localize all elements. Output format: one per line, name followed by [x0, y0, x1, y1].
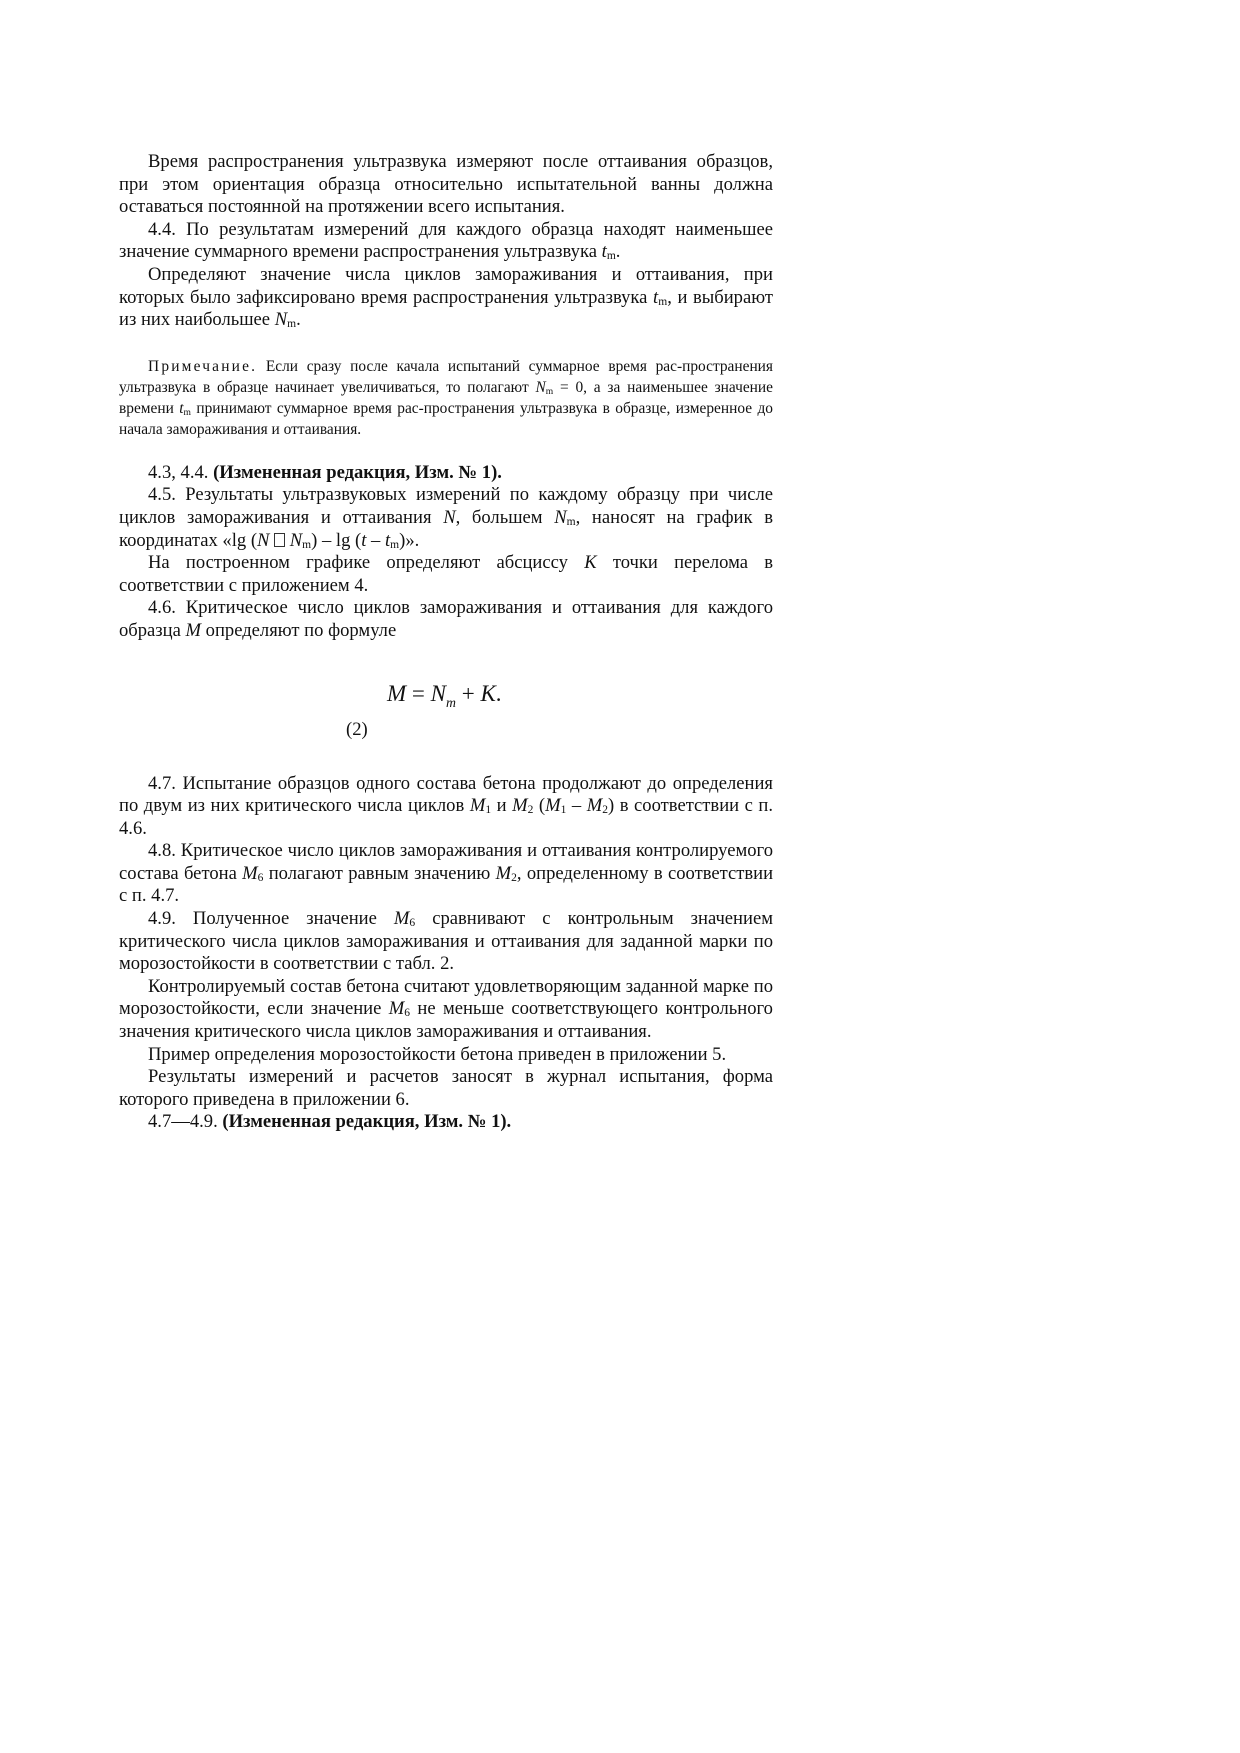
paragraph-graph: На построенном графике определяют абсциссу K точки перелома в соответствии с приложением 4. [119, 552, 773, 596]
paragraph-4-9: 4.9. Полученное значение $M_6$ сравнивают с контрольным значением критического числа циклов замораживания и оттаивания для заданной марки по морозостойкости в соответствии с табл. 2. [119, 908, 773, 975]
paragraph-ultrasound-time: Время распространения ультразвука измеряют после оттаивания образцов, при этом ориентация образца относительно испытательной ванны должна оставаться постоянной на протяжении всего испытания. [119, 151, 773, 218]
paragraph-determine-cycles: Определяют значение числа циклов замораживания и оттаивания, при которых было зафиксировано время распространения ультразвука $t_m$, и выбирают из них наибольшее $N_m$. [119, 263, 773, 331]
paragraph-results: Результаты измерений и расчетов заносят в журнал испытания, форма которого приведена в приложении 6. [119, 1066, 773, 1110]
document-page [119, 151, 773, 1134]
unknown-glyph [274, 533, 285, 547]
note-block: Примечание. Если сразу после качала испытаний суммарное время рас-пространения ультразвука в образце начинает увеличиваться, то полагают $N_m = 0$, а за наименьшее значение времени $t_m$ принимают суммарное время рас-пространения ультразвука в образце, измеренное до начала замораживания и оттаивания. [119, 357, 773, 438]
paragraph-4-6: 4.6. Критическое число циклов замораживания и оттаивания для каждого образца M определяют по формуле [119, 597, 773, 641]
amendment-4-3-4-4: 4.3, 4.4. (Измененная редакция, Изм. № 1). [148, 461, 502, 483]
paragraph-4-7: 4.7. Испытание образцов одного состава бетона продолжают до определения по двум из них критического числа циклов $M_1$ и $M_2$ $(M_1 - M_2)$ в соответствии с п. 4.6. [119, 772, 774, 839]
paragraph-controlled-composition: Контролируемый состав бетона считают удовлетворяющим заданной марке по морозостойкости, если значение $M_6$ не меньше соответствующего контрольного значения критического числа циклов замораживания и оттаивания. [119, 975, 773, 1043]
paragraph-example: Пример определения морозостойкости бетона приведен в приложении 5. [148, 1043, 727, 1065]
paragraph-4-8: 4.8. Критическое число циклов замораживания и оттаивания контролируемого состава бетона $M_6$ полагают равным значению $M_2$, определенному в соответствии с п. 4.7. [119, 840, 774, 907]
note-label: Примечание. [148, 357, 258, 375]
paragraph-4-5: 4.5. Результаты ультразвуковых измерений по каждому образцу при числе циклов замораживания и оттаивания N, большем $N_m$, наносят на график в координатах «lg (N $N_m$) – $\lg (t - t_m)$». [119, 484, 773, 551]
equation-number: (2) [346, 718, 368, 740]
formula-m-equals-nm-plus-k: $M = N_m + K$. [387, 680, 502, 710]
formula-block [119, 661, 773, 773]
paragraph-4-4: 4.4. По результатам измерений для каждого образца находят наименьшее значение суммарного времени распространения ультразвука $t_m$. [119, 218, 773, 263]
amendment-4-7-4-9: 4.7—4.9. (Измененная редакция, Изм. № 1). [148, 1111, 512, 1133]
